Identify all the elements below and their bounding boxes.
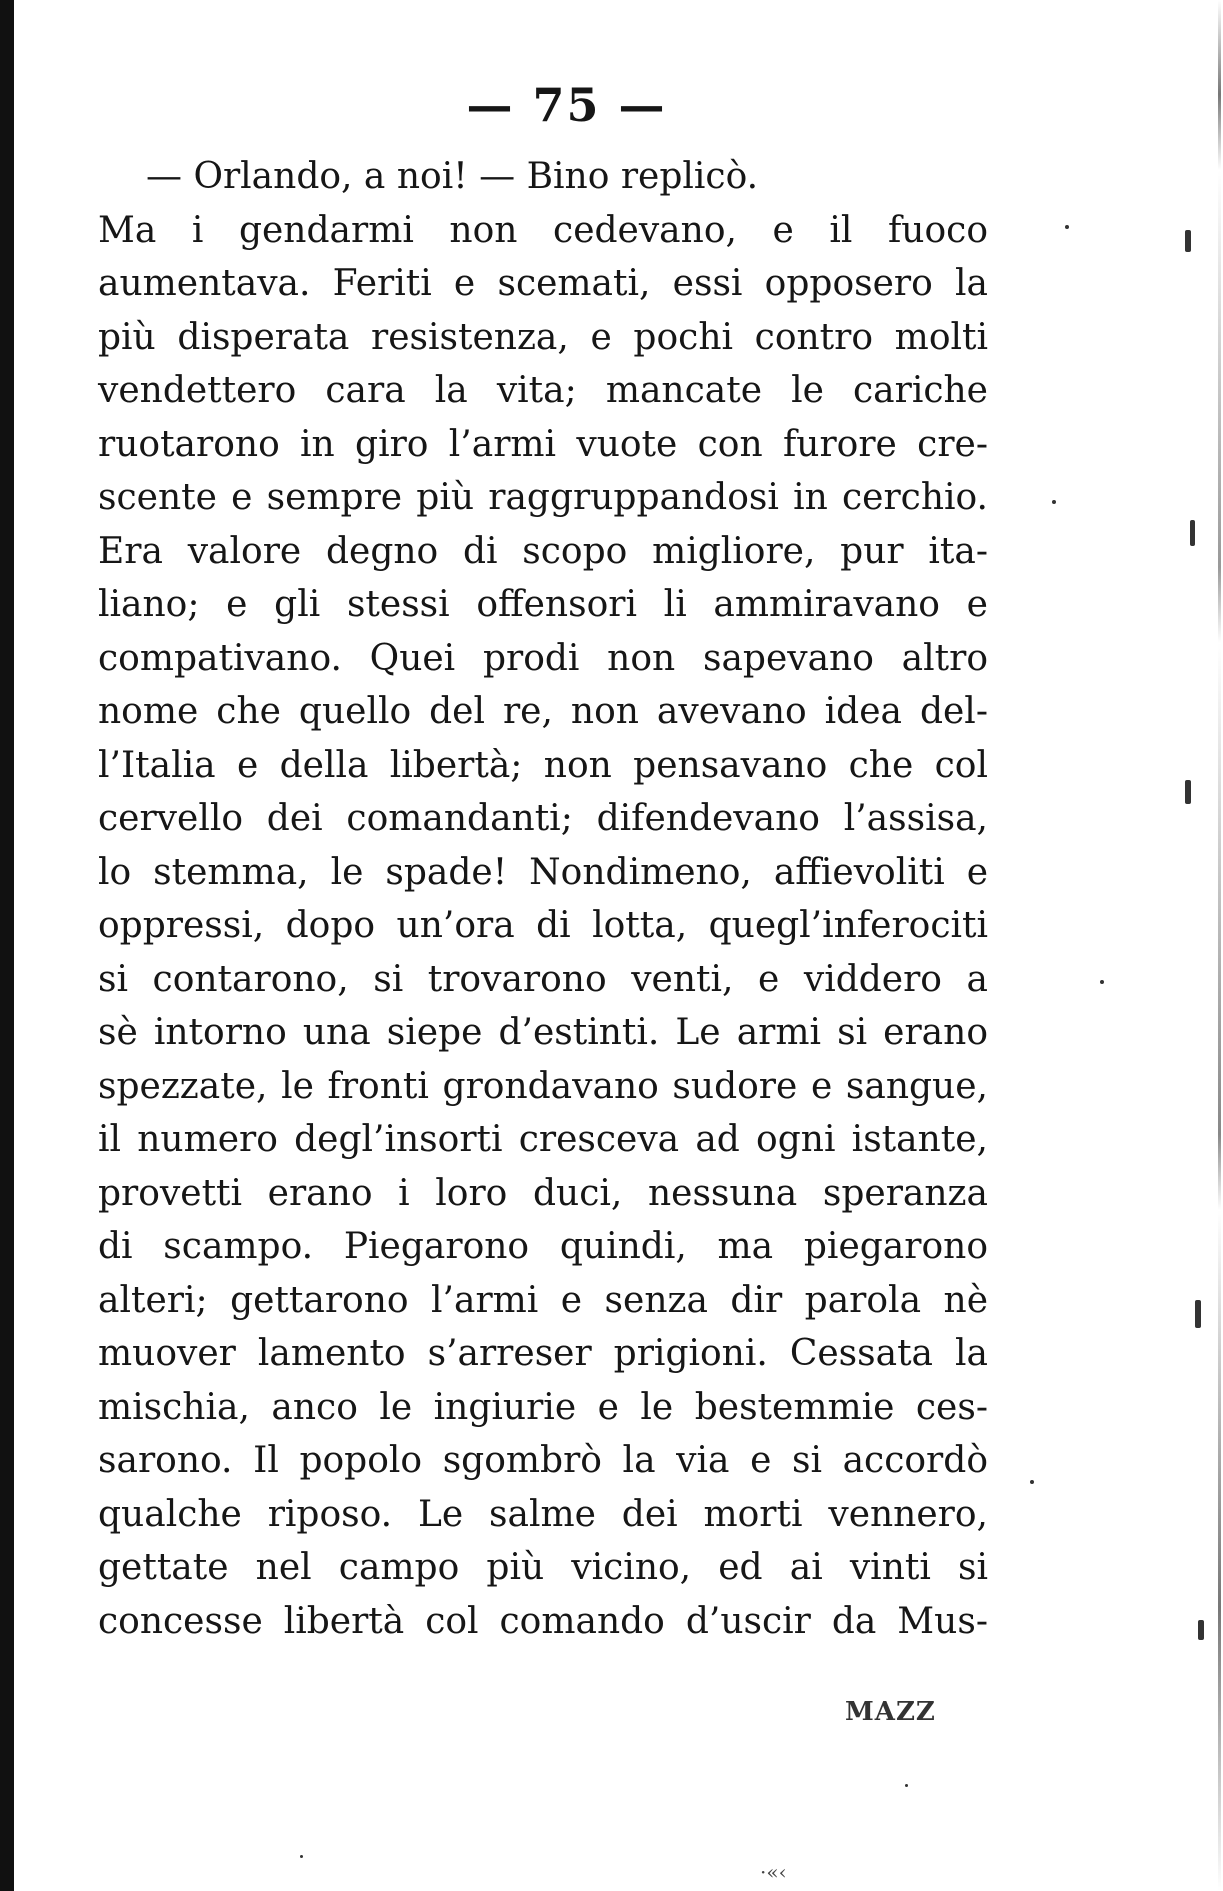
page-number: — 75 —: [466, 78, 667, 132]
scan-speck: [1030, 1480, 1034, 1484]
text-line: scente e sempre più raggruppandosi in cerchio.: [98, 477, 988, 518]
text-line: il numero degl’insorti cresceva ad ogni istante,: [98, 1119, 988, 1160]
text-line: qualche riposo. Le salme dei morti vennero,: [98, 1493, 988, 1535]
scan-speck: [1190, 520, 1195, 546]
page-binding-edge: [0, 0, 14, 1891]
text-line: nome che quello del re, non avevano idea del-: [98, 691, 988, 732]
scan-speck: [1100, 980, 1104, 984]
text-line: di scampo. Piegarono quindi, ma piegarono: [98, 1226, 988, 1267]
text-line: compativano. Quei prodi non sapevano altro: [98, 637, 988, 679]
text-line: provetti erano i loro duci, nessuna speranza: [98, 1172, 988, 1214]
scan-speck: [1195, 1300, 1201, 1328]
scan-speck: [1052, 500, 1056, 504]
text-line: concesse libertà col comando d’uscir da Mus-: [98, 1600, 988, 1642]
text-line: vendettero cara la vita; mancate le cariche: [98, 370, 988, 411]
scan-speck: [1198, 1620, 1204, 1640]
text-line: mischia, anco le ingiurie e le bestemmie ces-: [98, 1386, 988, 1428]
body-text: [98, 150, 988, 1648]
scan-speck: [300, 1855, 303, 1858]
scan-speck: [1185, 230, 1191, 252]
text-line: — Orlando, a noi! — Bino replicò.: [146, 156, 759, 197]
text-line: muover lamento s’arreser prigioni. Cessata la: [98, 1333, 988, 1374]
text-line: oppressi, dopo un’ora di lotta, quegl’inferociti: [98, 905, 988, 946]
text-line: si contarono, si trovarono venti, e viddero a: [98, 958, 988, 1000]
text-line: cervello dei comandanti; difendevano l’assisa,: [98, 798, 988, 839]
text-line: sarono. Il popolo sgombrò la via e si accordò: [98, 1440, 988, 1481]
text-line: lo stemma, le spade! Nondimeno, affievoliti e: [98, 851, 988, 893]
page-right-edge: [1218, 0, 1221, 1891]
text-line: aumentava. Feriti e scemati, essi opposero la: [98, 263, 988, 304]
scan-speck: [1185, 780, 1191, 804]
text-line: spezzate, le fronti grondavano sudore e sangue,: [98, 1065, 988, 1107]
text-line: sè intorno una siepe d’estinti. Le armi si erano: [98, 1012, 988, 1053]
text-line: l’Italia e della libertà; non pensavano che col: [98, 744, 988, 786]
scan-speck: [905, 1784, 908, 1787]
text-line: più disperata resistenza, e pochi contro molti: [98, 316, 988, 358]
text-line: liano; e gli stessi offensori li ammiravano e: [98, 584, 988, 625]
signature-mark: MAZZ: [845, 1697, 936, 1727]
text-line: alteri; gettarono l’armi e senza dir parola nè: [98, 1279, 988, 1321]
scan-speck: [1065, 225, 1069, 229]
text-line: ruotarono in giro l’armi vuote con furore cre-: [98, 423, 988, 465]
bottom-mark: ·«‹: [760, 1860, 787, 1884]
text-line: Ma i gendarmi non cedevano, e il fuoco: [98, 209, 988, 251]
text-line: Era valore degno di scopo migliore, pur ita-: [98, 530, 988, 572]
text-line: gettate nel campo più vicino, ed ai vinti si: [98, 1547, 988, 1588]
